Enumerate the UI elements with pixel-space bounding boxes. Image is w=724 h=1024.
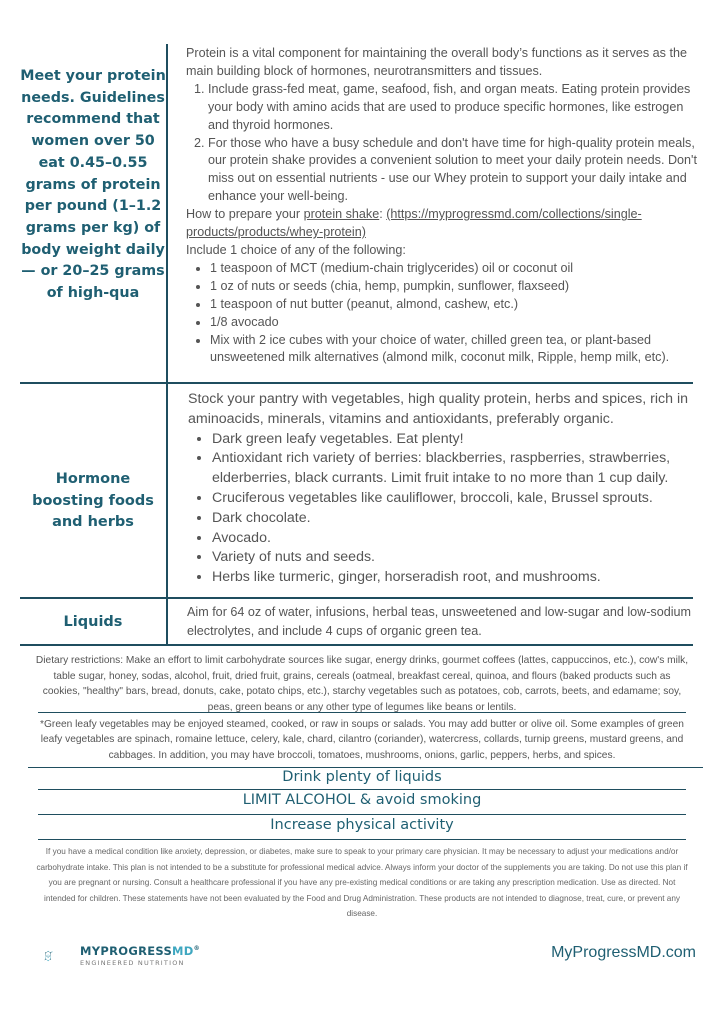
disclaimer: If you have a medical condition like anxiety, depression, or diabetes, make sure to speak to your primary care physician. It may be necessary to adjust your medications and/or carbohydrate intake. This plan is not intended to be a substitute for professional medical advice. Always inform your doctor of the supplements you are taking. Do not use this plan if you are pregnant or nursing. Consult a healthcare professional if you have any pre-existing medical conditions or are taking any prescription medication. Use as directed. Not intended for children. These statements have not been evaluated by the Food and Drug Administration. These products are not intended to diagnose, treat, cure, or prevent any disease. bbox=[36, 847, 688, 919]
section-rule bbox=[20, 597, 693, 599]
note-rule bbox=[38, 712, 686, 713]
brand-registered: ® bbox=[193, 945, 200, 953]
list-item: • 1 oz of nuts or seeds (chia, hemp, pumpkin, sunflower, flaxseed) bbox=[210, 278, 706, 296]
list-item: • Antioxidant rich variety of berries: blackberries, raspberries, strawberries, elderberries, black currants. Limit fruit intake to no more than 1 cup daily. bbox=[212, 449, 703, 489]
list-item: • 1/8 avocado bbox=[210, 314, 706, 332]
banner-alcohol: LIMIT ALCOHOL & avoid smoking bbox=[242, 792, 482, 808]
list-item: 2. For those who have a busy schedule and don't have time for high-quality protein meals, our protein shake provides a convenient solution to meet your daily protein needs. Don't miss out on essential nutrients - use our Whey protein to support your daily intake and enhance your well-being. bbox=[208, 135, 706, 207]
list-item: • Mix with 2 ice cubes with your choice of water, chilled green tea, or plant-based unsweetened milk alternatives (almond milk, coconut milk, Ripple, hemp milk, etc). bbox=[210, 332, 706, 368]
hormone-bullet-list bbox=[188, 430, 703, 588]
list-item: • Variety of nuts and seeds. bbox=[212, 548, 703, 568]
hormone-heading: Hormone boosting foods and herbs bbox=[32, 471, 154, 530]
list-item: • Dark green leafy vegetables. Eat plenty! bbox=[212, 430, 703, 450]
hormone-body bbox=[188, 390, 703, 588]
liquids-heading: Liquids bbox=[63, 614, 123, 630]
protein-shake-link[interactable]: protein shake bbox=[303, 207, 380, 222]
list-item: • Herbs like turmeric, ginger, horseradish root, and mushrooms. bbox=[212, 568, 703, 588]
protein-heading: Meet your protein needs. Guidelines recommend that women over 50 eat 0.45–0.55 grams of protein per pound (1–1.2 grams per kg) of body weight daily — or 20–25 grams of high-qua bbox=[20, 68, 166, 302]
banner-rule bbox=[38, 814, 686, 815]
brand-logo bbox=[80, 944, 200, 967]
banner-liquids: Drink plenty of liquids bbox=[282, 769, 442, 785]
protein-url-link[interactable]: (https://myprogressmd.com/collections/single-products/products/whey-protein) bbox=[186, 207, 642, 240]
protein-intro: Protein is a vital component for maintaining the overall body’s functions as it serves as the main building block of hormones, neurotransmitters and tissues. bbox=[186, 46, 687, 78]
include-line: Include 1 choice of any of the following: bbox=[186, 242, 406, 257]
list-item: 1. Include grass-fed meat, game, seafood, fish, and organ meats. Eating protein provides your body with amino acids that are used to produce specific hormones, like estrogen and thyroid hormones. bbox=[208, 81, 706, 135]
protein-bullet-list bbox=[186, 260, 706, 367]
banner-activity: Increase physical activity bbox=[270, 817, 454, 833]
green-leafy-note: *Green leafy vegetables may be enjoyed steamed, cooked, or raw in soups or salads. You may add butter or olive oil. Some examples of green leafy vegetables are spinach, romaine lettuce, celery, kale, chard, cilantro (coriander), watercress, collards, turnip greens, mustard greens, and cabbages. In addition, you may have broccoli, tomatoes, mushrooms, onions, garlic, peppers, herbs, and spices. bbox=[40, 719, 684, 761]
prepare-line bbox=[186, 206, 706, 242]
liquids-body: Aim for 64 oz of water, infusions, herbal teas, unsweetened and low-sugar and low-sodium electrolytes, and include 4 cups of organic green tea. bbox=[187, 605, 692, 638]
brand-name-suffix: MD bbox=[172, 944, 194, 958]
protein-body bbox=[186, 45, 706, 367]
banner-rule bbox=[38, 839, 686, 840]
section-rule bbox=[20, 644, 693, 646]
list-item: • 1 teaspoon of MCT (medium-chain triglycerides) oil or coconut oil bbox=[210, 260, 706, 278]
prepare-prefix: How to prepare your bbox=[186, 207, 304, 222]
dietary-restrictions: Dietary restrictions: Make an effort to limit carbohydrate sources like sugar, energy drinks, gourmet coffees (lattes, cappuccinos, etc.), cow's milk, table sugar, honey, sodas, alcohol, fruit, dried fruit, grains, cereals (oatmeal, breakfast cereal, quinoa, and flours (baked products such as cookies, "healthy" bars, bread, donuts, cake, potato chips, etc.), starchy vegetables such as potatoes, cob, carrots, beets, and edamame; soy, peas, green beans or any other type of legumes like beans or lentils. bbox=[35, 655, 689, 713]
banner-rule bbox=[38, 789, 686, 790]
column-divider bbox=[166, 44, 168, 645]
prepare-colon: : bbox=[379, 207, 387, 222]
list-item: • 1 teaspoon of nut butter (peanut, almond, cashew, etc.) bbox=[210, 296, 706, 314]
molecule-logo-icon bbox=[44, 934, 78, 978]
list-item: • Dark chocolate. bbox=[212, 509, 703, 529]
list-item: • Avocado. bbox=[212, 529, 703, 549]
website-url[interactable]: MyProgressMD.com bbox=[551, 944, 696, 961]
list-item: • Cruciferous vegetables like cauliflower, broccoli, kale, Brussel sprouts. bbox=[212, 489, 703, 509]
brand-name: MYPROGRESS bbox=[80, 944, 173, 958]
protein-numbered-list bbox=[186, 81, 706, 206]
section-rule bbox=[20, 382, 693, 384]
brand-tagline: ENGINEERED NUTRITION bbox=[80, 959, 185, 967]
hormone-intro: Stock your pantry with vegetables, high quality protein, herbs and spices, rich in aminoacids, minerals, vitamins and antioxidants, preferably organic. bbox=[188, 391, 688, 427]
banner-rule bbox=[28, 767, 703, 768]
